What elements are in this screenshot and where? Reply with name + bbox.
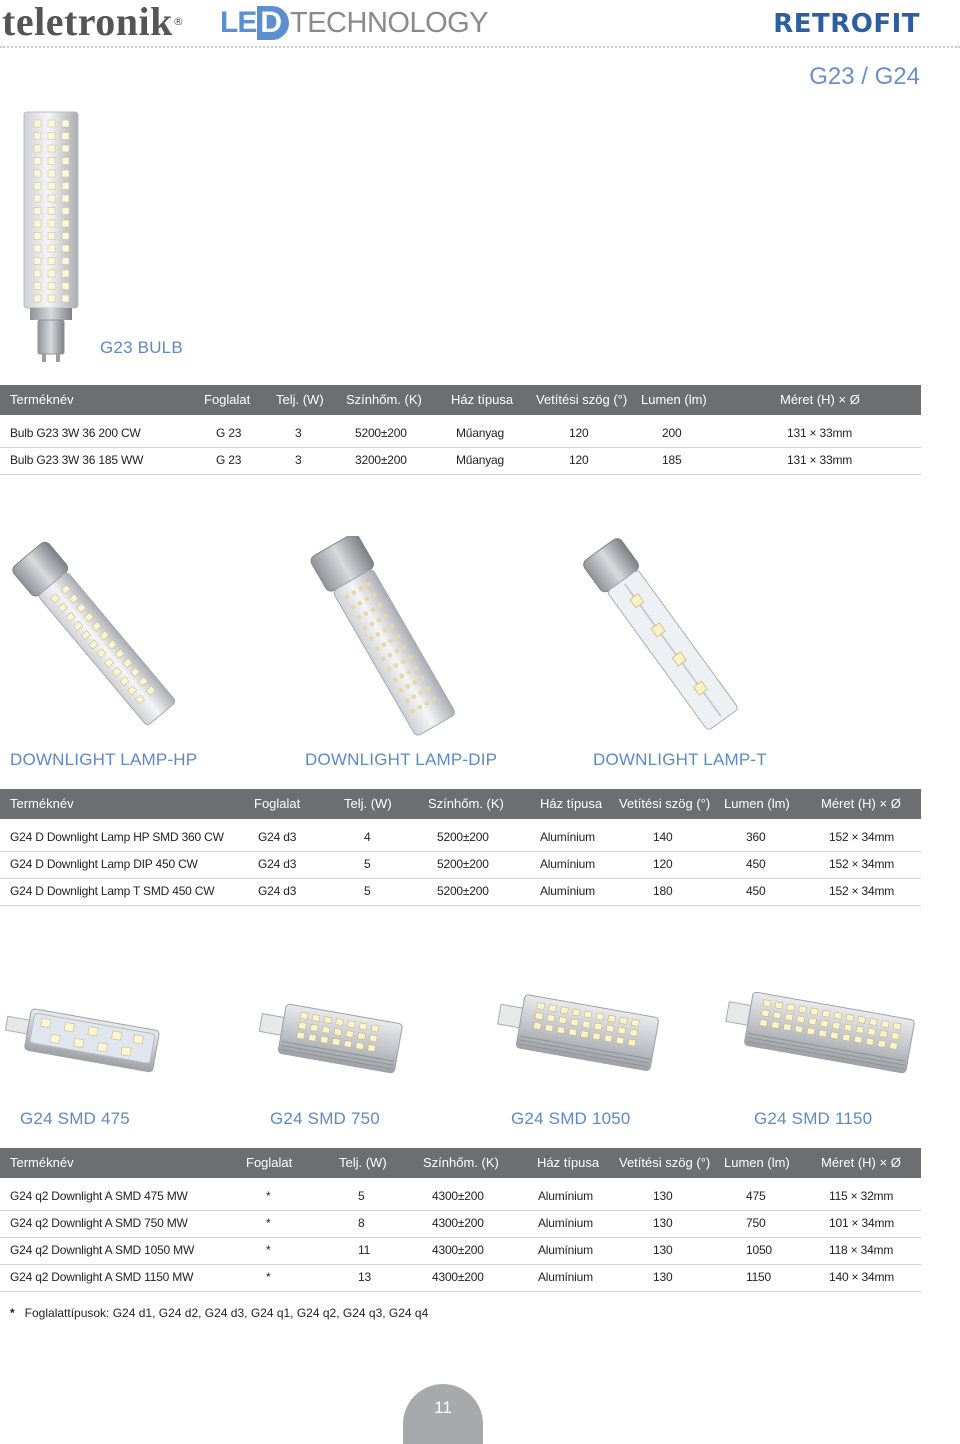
page-subtitle: G23 / G24 — [809, 63, 920, 90]
column-header: Lumen (lm) — [724, 796, 790, 811]
cell-lumen: 360 — [746, 830, 766, 844]
cell-name: Bulb G23 3W 36 185 WW — [10, 453, 144, 467]
column-header: Terméknév — [10, 392, 74, 407]
column-header: Méret (H) × Ø — [821, 796, 901, 811]
g24-smd-1050-photo — [494, 992, 660, 1088]
cell-power: 8 — [358, 1216, 365, 1230]
product-title: G23 BULB — [100, 338, 183, 357]
cell-name: G24 q2 Downlight A SMD 1150 MW — [10, 1270, 194, 1284]
table-row — [0, 1210, 921, 1238]
cell-power: 5 — [364, 857, 371, 871]
cell-power: 3 — [295, 453, 302, 467]
column-header: Vetítési szög (°) — [619, 796, 711, 811]
column-header: Foglalat — [246, 1155, 293, 1170]
cell-beam-angle: 120 — [653, 857, 673, 871]
g24-smd-475-photo — [4, 1000, 164, 1090]
cell-size: 115 × 32mm — [829, 1189, 894, 1203]
cell-housing: Alumínium — [538, 1189, 593, 1203]
cell-lumen: 185 — [662, 453, 682, 467]
cell-color-temp: 5200±200 — [437, 884, 489, 898]
registered-mark: ® — [172, 15, 185, 28]
brand-name: teletronik — [2, 0, 173, 44]
led-d: D — [257, 6, 289, 40]
cell-socket: * — [266, 1270, 271, 1284]
table-header — [0, 385, 921, 415]
cell-housing: Alumínium — [538, 1216, 593, 1230]
cell-power: 11 — [358, 1243, 371, 1257]
cell-name: G24 q2 Downlight A SMD 475 MW — [10, 1189, 188, 1203]
column-header: Ház típusa — [451, 392, 514, 407]
cell-size: 152 × 34mm — [829, 884, 895, 898]
column-header: Színhőm. (K) — [423, 1155, 499, 1170]
page-number: 11 — [403, 1384, 483, 1444]
column-header: Lumen (lm) — [641, 392, 707, 407]
cell-beam-angle: 180 — [653, 884, 673, 898]
cell-housing: Alumínium — [540, 830, 595, 844]
cell-color-temp: 4300±200 — [432, 1243, 484, 1257]
cell-power: 3 — [295, 426, 302, 440]
cell-lumen: 1150 — [746, 1270, 772, 1284]
downlight-hp-photo — [4, 536, 194, 736]
table-row — [0, 1183, 921, 1211]
cell-size: 118 × 34mm — [829, 1243, 894, 1257]
column-header: Méret (H) × Ø — [780, 392, 860, 407]
cell-beam-angle: 130 — [653, 1216, 673, 1230]
product-title: DOWNLIGHT LAMP-HP — [10, 750, 198, 769]
table-row — [0, 420, 921, 448]
product-title: G24 SMD 750 — [270, 1109, 380, 1128]
cell-beam-angle: 130 — [653, 1270, 673, 1284]
column-header: Színhőm. (K) — [346, 392, 422, 407]
column-header: Telj. (W) — [344, 796, 392, 811]
cell-color-temp: 4300±200 — [432, 1189, 484, 1203]
cell-name: G24 q2 Downlight A SMD 750 MW — [10, 1216, 188, 1230]
column-header: Ház típusa — [537, 1155, 600, 1170]
cell-socket: G24 d3 — [258, 830, 297, 844]
cell-size: 152 × 34mm — [829, 830, 895, 844]
cell-color-temp: 5200±200 — [355, 426, 407, 440]
column-header: Vetítési szög (°) — [619, 1155, 711, 1170]
cell-power: 5 — [358, 1189, 365, 1203]
table-row — [0, 1237, 921, 1265]
product-title: DOWNLIGHT LAMP-T — [593, 750, 767, 769]
column-header: Méret (H) × Ø — [821, 1155, 901, 1170]
cell-socket: * — [266, 1189, 271, 1203]
column-header: Terméknév — [10, 796, 74, 811]
cell-color-temp: 4300±200 — [432, 1216, 484, 1230]
column-header: Foglalat — [254, 796, 301, 811]
cell-lumen: 200 — [662, 426, 682, 440]
column-header: Foglalat — [204, 392, 251, 407]
cell-size: 101 × 34mm — [829, 1216, 895, 1230]
table-row — [0, 447, 921, 475]
header-divider — [0, 46, 960, 48]
cell-lumen: 475 — [746, 1189, 766, 1203]
cell-beam-angle: 120 — [569, 453, 589, 467]
column-header: Lumen (lm) — [724, 1155, 790, 1170]
g23-bulb-photo — [14, 108, 86, 364]
cell-socket: G24 d3 — [258, 884, 297, 898]
column-header: Vetítési szög (°) — [536, 392, 628, 407]
section-title: RETROFIT — [773, 9, 920, 39]
table-row — [0, 851, 921, 879]
table-row — [0, 878, 921, 906]
cell-lumen: 750 — [746, 1216, 766, 1230]
downlight-dip-photo — [292, 536, 482, 736]
cell-beam-angle: 130 — [653, 1189, 673, 1203]
cell-housing: Alumínium — [538, 1243, 593, 1257]
column-header: Színhőm. (K) — [428, 796, 504, 811]
g24-smd-750-photo — [256, 1000, 406, 1090]
footnote-marker: * — [10, 1306, 15, 1320]
column-header: Ház típusa — [540, 796, 603, 811]
cell-color-temp: 4300±200 — [432, 1270, 484, 1284]
brand-logo — [2, 2, 184, 42]
column-header: Terméknév — [10, 1155, 74, 1170]
cell-socket: * — [266, 1216, 271, 1230]
footnote-text: Foglalattípusok: G24 d1, G24 d2, G24 d3, G24 q1, G24 q2, G24 q3, G24 q4 — [24, 1306, 429, 1320]
cell-housing: Műanyag — [456, 453, 504, 467]
cell-socket: G24 d3 — [258, 857, 297, 871]
product-title: G24 SMD 1050 — [511, 1109, 631, 1128]
product-title: DOWNLIGHT LAMP-DIP — [305, 750, 498, 769]
product-title: G24 SMD 1150 — [754, 1109, 873, 1128]
table-row — [0, 1264, 921, 1292]
cell-socket: * — [266, 1243, 271, 1257]
technology-text: TECHNOLOGY — [290, 7, 489, 39]
cell-beam-angle: 140 — [653, 830, 673, 844]
led-logo — [220, 6, 289, 40]
table-row — [0, 824, 921, 852]
cell-name: G24 D Downlight Lamp T SMD 450 CW — [10, 884, 215, 898]
cell-size: 152 × 34mm — [829, 857, 895, 871]
cell-power: 4 — [364, 830, 371, 844]
cell-color-temp: 5200±200 — [437, 830, 489, 844]
cell-name: G24 D Downlight Lamp DIP 450 CW — [10, 857, 198, 871]
cell-socket: G 23 — [216, 426, 242, 440]
column-header: Telj. (W) — [276, 392, 324, 407]
cell-housing: Alumínium — [538, 1270, 593, 1284]
cell-size: 131 × 33mm — [787, 453, 853, 467]
cell-lumen: 450 — [746, 884, 766, 898]
cell-beam-angle: 120 — [569, 426, 589, 440]
cell-housing: Alumínium — [540, 884, 595, 898]
cell-housing: Műanyag — [456, 426, 504, 440]
cell-beam-angle: 130 — [653, 1243, 673, 1257]
cell-lumen: 1050 — [746, 1243, 772, 1257]
table-header — [0, 1148, 921, 1178]
cell-power: 5 — [364, 884, 371, 898]
product-title: G24 SMD 475 — [20, 1109, 130, 1128]
cell-socket: G 23 — [216, 453, 242, 467]
cell-color-temp: 5200±200 — [437, 857, 489, 871]
cell-housing: Alumínium — [540, 857, 595, 871]
cell-name: G24 D Downlight Lamp HP SMD 360 CW — [10, 830, 224, 844]
cell-name: Bulb G23 3W 36 200 CW — [10, 426, 141, 440]
downlight-t-photo — [570, 536, 760, 736]
cell-size: 131 × 33mm — [787, 426, 853, 440]
cell-power: 13 — [358, 1270, 371, 1284]
cell-color-temp: 3200±200 — [355, 453, 407, 467]
cell-lumen: 450 — [746, 857, 766, 871]
led-text: LE — [220, 6, 257, 39]
footnote — [10, 1304, 428, 1322]
cell-size: 140 × 34mm — [829, 1270, 895, 1284]
column-header: Telj. (W) — [339, 1155, 387, 1170]
g24-smd-1150-photo — [722, 992, 918, 1088]
table-header — [0, 789, 921, 819]
cell-name: G24 q2 Downlight A SMD 1050 MW — [10, 1243, 195, 1257]
